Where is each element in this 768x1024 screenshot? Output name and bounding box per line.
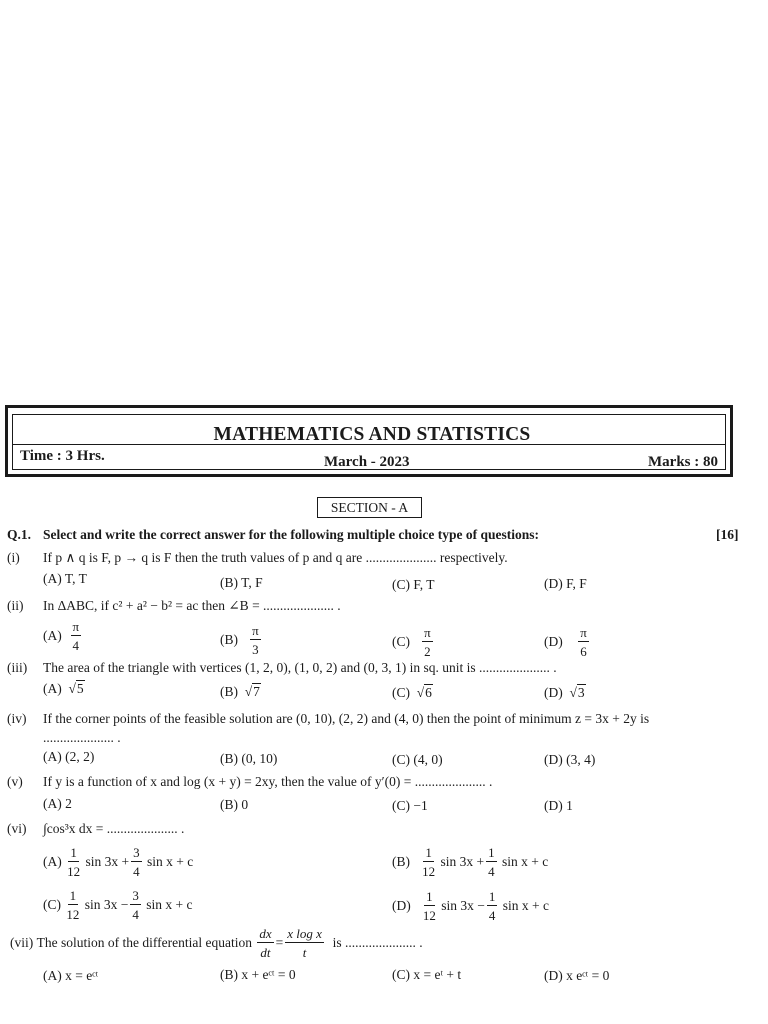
fraction xyxy=(578,626,589,658)
fraction-lhs xyxy=(257,927,273,959)
term-sin3x: sin 3x xyxy=(440,854,474,869)
numerator: π xyxy=(252,623,259,638)
option-c xyxy=(43,889,193,921)
fraction xyxy=(71,620,82,652)
term-sinx-c: sin x + c xyxy=(146,897,193,912)
option-c: (C) x = eᵗ + t xyxy=(392,967,462,982)
denominator: 4 xyxy=(133,864,140,879)
denominator: t xyxy=(302,945,307,960)
subq-text: ∫cos³x dx = ..................... . xyxy=(43,821,185,836)
denominator: 12 xyxy=(66,907,80,922)
exam-date: March - 2023 xyxy=(324,454,410,470)
option-label: (B) xyxy=(392,854,410,869)
subq-text: If y is a function of x and log (x + y) = 2xy, then the value of y′(0) = ..................... . xyxy=(43,774,493,789)
numerator: π xyxy=(424,625,431,640)
option-label: (C) xyxy=(392,685,410,700)
numerator: 3 xyxy=(132,888,139,903)
fraction xyxy=(423,890,436,922)
option-b: (B) T, F xyxy=(220,575,263,590)
option-a xyxy=(43,846,193,878)
numerator: 1 xyxy=(488,845,495,860)
fraction xyxy=(250,624,261,656)
term-sin3x: sin 3x xyxy=(85,854,119,869)
option-b: (B) (0, 10) xyxy=(220,751,278,766)
subq-text: In ΔABC, if c² + a² − b² = ac then ∠B = ..................... . xyxy=(43,598,341,613)
denominator: dt xyxy=(260,945,271,960)
fraction xyxy=(130,889,141,921)
denominator: 6 xyxy=(580,644,587,659)
radicand: 7 xyxy=(253,684,260,699)
subq-text: If p ∧ q is F, p → q is F then the truth values of p and q are ..................... respectively. xyxy=(43,550,508,565)
question-marks: [16] xyxy=(716,527,739,542)
option-c: (C) (4, 0) xyxy=(392,752,443,767)
equals-sign: = xyxy=(275,935,284,950)
operator: + xyxy=(476,854,485,869)
subq-number: (vii) xyxy=(10,935,34,950)
radicand: 5 xyxy=(76,681,84,696)
subq-text: If the corner points of the feasible solution are (0, 10), (2, 2) and (4, 0) then the point of minimum z = 3x + 2y is xyxy=(43,711,650,726)
subq-number: (iv) xyxy=(7,711,27,726)
operator: + xyxy=(121,854,130,869)
denominator: 12 xyxy=(422,864,436,879)
numerator: 1 xyxy=(426,889,433,904)
option-d: (D) x eᶜᵗ = 0 xyxy=(544,968,610,983)
question-instruction: Select and write the correct answer for the following multiple choice type of questions: xyxy=(43,527,540,542)
option-label: (C) xyxy=(392,634,410,649)
fraction xyxy=(422,626,433,658)
subq-number: (i) xyxy=(7,550,20,565)
numerator: 1 xyxy=(69,888,77,903)
option-b xyxy=(220,624,263,656)
term-sinx-c: sin x + c xyxy=(502,854,549,869)
option-c: (C) √6 xyxy=(392,685,432,700)
subq-text: The solution of the differential equation xyxy=(36,935,252,950)
subq-text: The area of the triangle with vertices (1, 2, 0), (1, 0, 2) and (0, 3, 1) in sq. unit is ..................... . xyxy=(43,660,557,675)
denominator: 3 xyxy=(252,642,259,657)
numerator: π xyxy=(580,625,587,640)
subq-text-end: is ..................... . xyxy=(332,935,423,950)
option-label: (A) xyxy=(43,628,62,643)
fraction xyxy=(131,846,142,878)
radicand: 3 xyxy=(577,685,585,700)
denominator: 12 xyxy=(67,864,81,879)
option-d: (D) 1 xyxy=(544,798,573,813)
subq-continuation: ..................... . xyxy=(43,730,121,745)
option-a: (A) 2 xyxy=(43,796,72,811)
denominator: 4 xyxy=(132,907,139,922)
option-c: (C) −1 xyxy=(392,798,428,813)
option-a: (A) T, T xyxy=(43,571,87,586)
fraction xyxy=(67,846,80,878)
option-c xyxy=(392,626,435,658)
subq-line xyxy=(10,927,423,959)
option-a: (A) x = eᶜᵗ xyxy=(43,968,99,983)
option-label: (A) xyxy=(43,681,62,696)
option-a: (A) √5 xyxy=(43,681,84,696)
fraction xyxy=(422,846,435,878)
option-a: (A) (2, 2) xyxy=(43,749,95,764)
denominator: 4 xyxy=(488,864,495,879)
radicand: 6 xyxy=(425,685,432,700)
question-number: Q.1. xyxy=(7,527,32,542)
option-label: (B) xyxy=(220,684,238,699)
numerator: dx xyxy=(259,926,272,941)
option-d: (D) F, F xyxy=(544,576,587,591)
option-d: (D) √3 xyxy=(544,685,585,700)
option-b xyxy=(392,846,548,878)
fraction-rhs xyxy=(285,927,324,959)
option-label: (B) xyxy=(220,632,238,647)
exam-marks: Marks : 80 xyxy=(648,454,718,470)
denominator: 4 xyxy=(72,638,80,653)
exam-header-frame xyxy=(5,405,733,477)
fraction xyxy=(486,846,497,878)
fraction xyxy=(66,889,79,921)
numerator: 3 xyxy=(133,845,140,860)
numerator: 1 xyxy=(70,845,77,860)
operator: − xyxy=(120,897,129,912)
fraction xyxy=(487,890,498,922)
option-a xyxy=(43,620,83,652)
term-sin3x: sin 3x xyxy=(441,898,474,913)
denominator: 2 xyxy=(424,644,431,659)
option-label: (D) xyxy=(392,898,411,913)
option-d xyxy=(544,626,591,658)
numerator: 1 xyxy=(488,889,496,904)
numerator: x log x xyxy=(287,926,322,941)
option-label: (A) xyxy=(43,854,62,869)
denominator: 4 xyxy=(488,908,496,923)
operator: − xyxy=(477,898,485,913)
exam-time: Time : 3 Hrs. xyxy=(20,448,105,464)
subq-number: (ii) xyxy=(7,598,24,613)
subq-number: (vi) xyxy=(7,821,27,836)
option-label: (C) xyxy=(43,897,61,912)
numerator: π xyxy=(72,619,80,634)
term-sinx-c: sin x + c xyxy=(147,854,194,869)
option-d xyxy=(392,890,549,922)
term-sin3x: sin 3x xyxy=(84,897,118,912)
option-b: (B) √7 xyxy=(220,684,260,699)
option-b: (B) 0 xyxy=(220,797,249,812)
numerator: 1 xyxy=(425,845,432,860)
subq-number: (v) xyxy=(7,774,23,789)
option-label: (D) xyxy=(544,634,563,649)
option-label: (D) xyxy=(544,685,563,700)
section-label: SECTION - A xyxy=(317,497,422,518)
denominator: 12 xyxy=(422,908,436,923)
exam-title: MATHEMATICS AND STATISTICS xyxy=(213,424,531,445)
option-d: (D) (3, 4) xyxy=(544,752,596,767)
term-sinx-c: sin x + c xyxy=(502,898,550,913)
subq-number: (iii) xyxy=(7,660,28,675)
option-b: (B) x + eᶜᵗ = 0 xyxy=(220,967,296,982)
option-c: (C) F, T xyxy=(392,577,435,592)
